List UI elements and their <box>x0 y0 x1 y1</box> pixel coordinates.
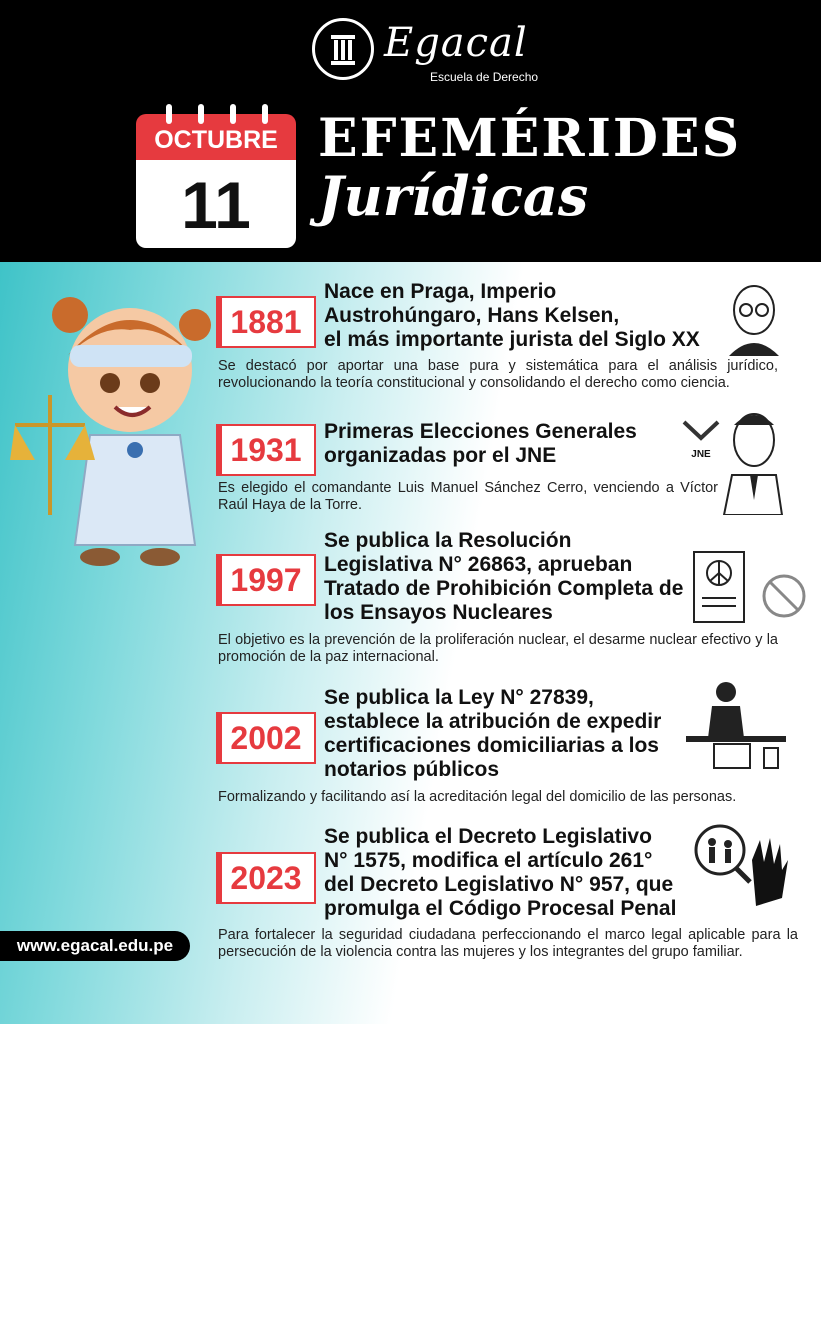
website-link[interactable]: www.egacal.edu.pe <box>0 931 190 961</box>
calendar-ring <box>166 104 172 124</box>
headline-line: Primeras Elecciones Generales <box>324 420 637 443</box>
lady-justice-child-illustration <box>10 275 220 575</box>
headline-line: Se publica el Decreto Legislativo <box>324 825 652 848</box>
brand-name: Egacal <box>384 20 528 66</box>
calendar-icon <box>136 104 296 248</box>
calendar-ring <box>198 104 204 124</box>
description-1931: Es elegido el comandante Luis Manuel Sánchez Cerro, venciendo a Víctor Raúl Haya de la Torre. <box>218 480 718 513</box>
calendar-day: 11 <box>136 160 296 248</box>
description-2002: Formalizando y facilitando así la acreditación legal del domicilio de las personas. <box>218 789 737 805</box>
kelsen-portrait-icon <box>724 280 784 356</box>
year-badge-1931: 1931 <box>218 424 314 476</box>
calendar-ring <box>262 104 268 124</box>
title-efemerides: EFEMÉRIDES <box>318 108 742 169</box>
headline-2002 <box>324 686 661 782</box>
description-2023: Para fortalecer la seguridad ciudadana perfeccionando el marco legal aplicable para la persecución de la violencia contra las mujeres y los integrantes del grupo familiar. <box>218 927 798 960</box>
headline-line: notarios públicos <box>324 758 500 781</box>
headline-1931 <box>324 420 637 468</box>
headline-1997 <box>324 529 683 625</box>
headline-line: certificaciones domiciliarias a los <box>324 734 659 757</box>
title-juridicas: Jurídicas <box>318 164 589 228</box>
headline-line: organizadas por el JNE <box>324 444 557 467</box>
newsprint-background-texture <box>0 981 422 1323</box>
description-1997: El objetivo es la prevención de la proliferación nuclear, el desarme nuclear efectivo y la promoción de la paz internacional. <box>218 632 778 665</box>
headline-line: promulga el Código Procesal Penal <box>324 897 677 920</box>
egacal-logo[interactable] <box>312 18 552 88</box>
headline-line: establece la atribución de expedir <box>324 710 662 733</box>
headline-line: Se publica la Resolución <box>324 529 572 552</box>
sanchez-cerro-portrait-icon <box>722 405 784 515</box>
headline-line: Austrohúngaro, Hans Kelsen, <box>324 304 620 327</box>
family-violence-icon <box>690 820 790 915</box>
headline-1881 <box>324 280 700 352</box>
headline-line: el más importante jurista del Siglo XX <box>324 328 700 351</box>
headline-line: Legislativa N° 26863, aprueban <box>324 553 633 576</box>
year-badge-1881: 1881 <box>218 296 314 348</box>
jne-emblem-icon <box>680 418 722 444</box>
headline-line: Tratado de Prohibición Completa de <box>324 577 684 600</box>
headline-line: del Decreto Legislativo N° 957, que <box>324 873 674 896</box>
headline-line: los Ensayos Nucleares <box>324 601 553 624</box>
headline-line: Se publica la Ley N° 27839, <box>324 686 594 709</box>
year-badge-2023: 2023 <box>218 852 314 904</box>
calendar-ring <box>230 104 236 124</box>
headline-line: N° 1575, modifica el artículo 261° <box>324 849 653 872</box>
year-badge-1997: 1997 <box>218 554 314 606</box>
headline-2023 <box>324 825 676 921</box>
brand-subtitle: Escuela de Derecho <box>430 70 539 84</box>
year-badge-2002: 2002 <box>218 712 314 764</box>
jne-logo <box>680 418 722 458</box>
headline-line: Nace en Praga, Imperio <box>324 280 557 303</box>
column-logo-icon <box>312 18 374 80</box>
description-1881: Se destacó por aportar una base pura y sistemática para el análisis jurídico, revolucionando la teoría constitucional y consolidando el derecho como ciencia. <box>218 358 778 391</box>
calendar-month: OCTUBRE <box>136 114 296 160</box>
jne-logo-text: JNE <box>691 449 711 460</box>
notary-desk-icon <box>686 678 786 774</box>
peace-treaty-icon <box>686 548 810 628</box>
